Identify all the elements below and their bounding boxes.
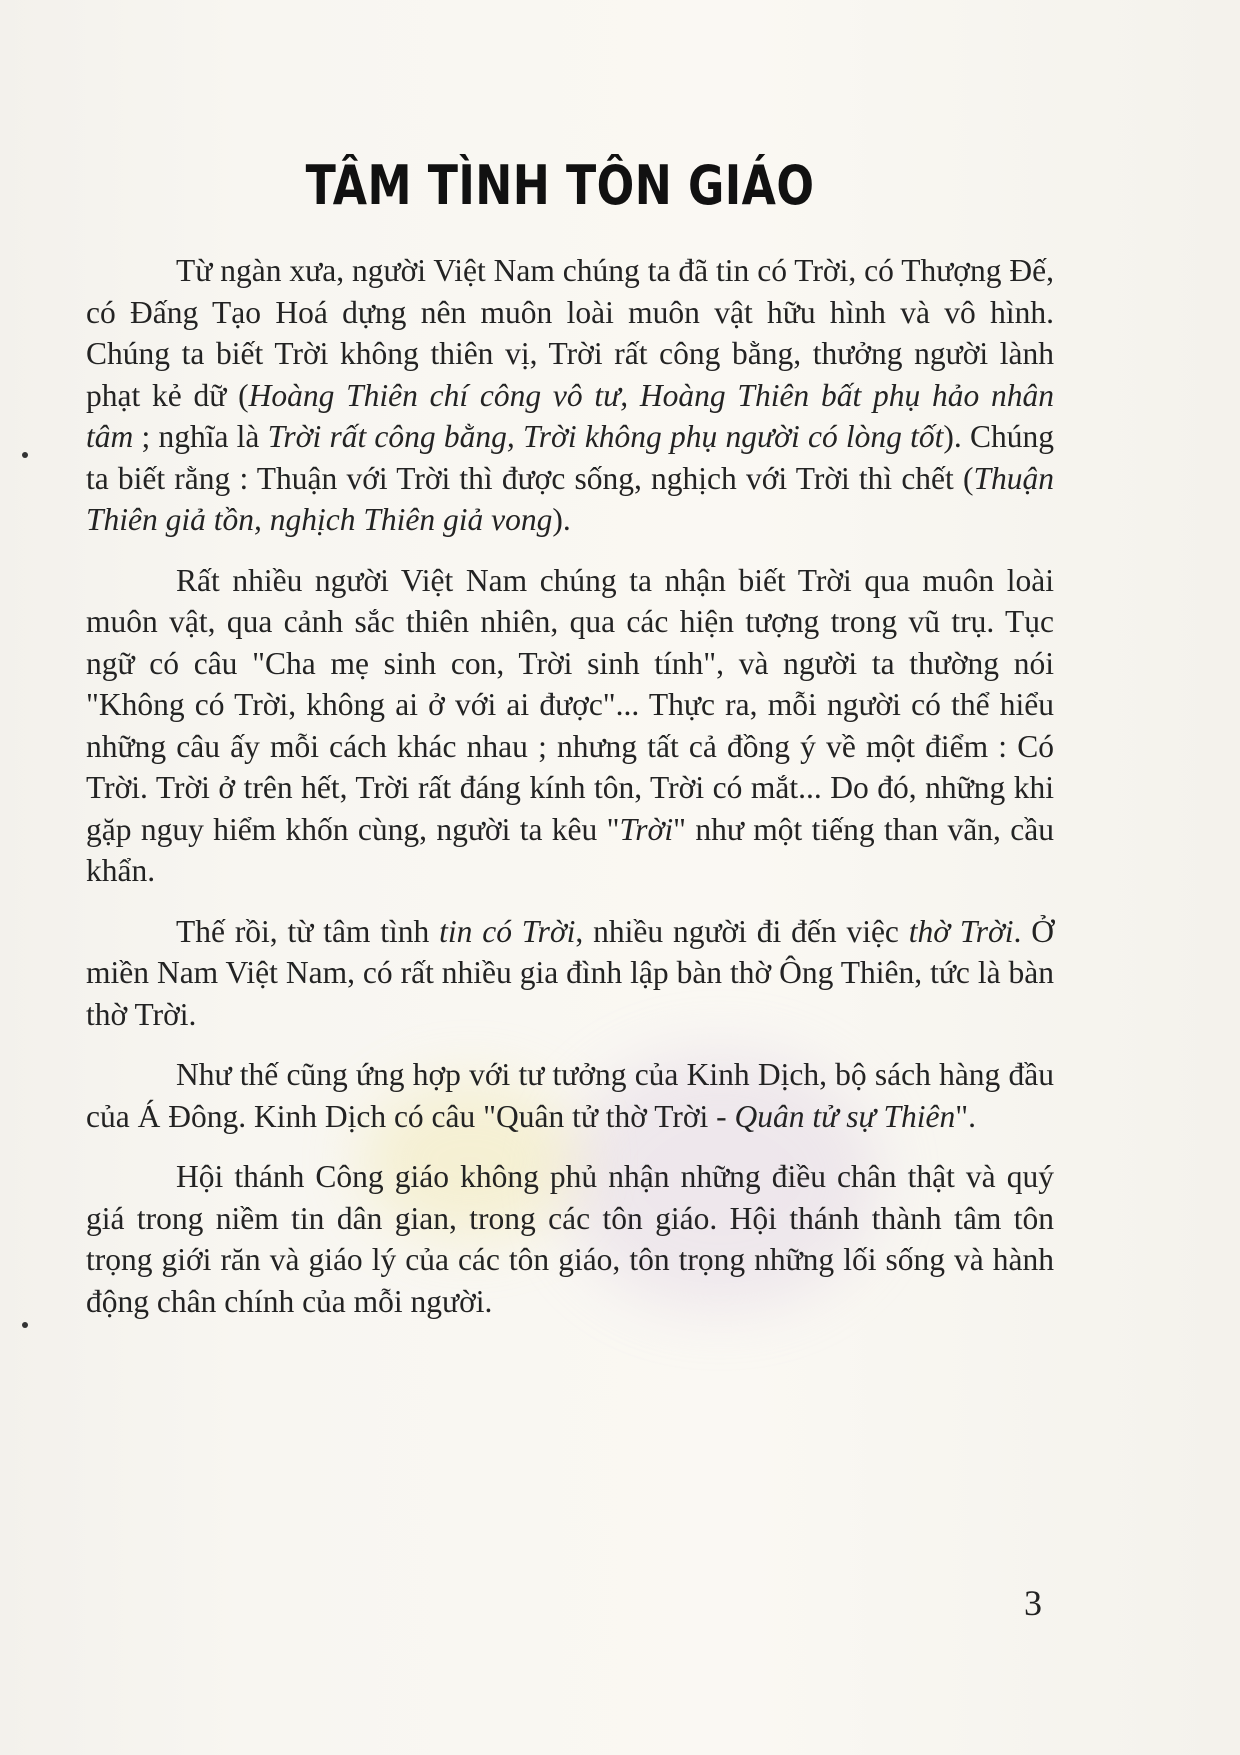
italic-phrase: tin có Trời [439,913,576,949]
paragraph [86,1054,1054,1137]
text-run: ; nghĩa là [133,419,268,454]
text-run: . Ở miền Nam Việt Nam, có rất nhiều gia đình lập bàn thờ Ông Thiên, tức là bàn thờ Trời. [86,913,1054,1032]
margin-mark [22,1322,28,1328]
margin-mark [22,452,28,458]
text-run: , nhiều người đi đến việc [575,913,909,949]
chapter-title: TÂM TÌNH TÔN GIÁO [305,154,815,218]
paragraph [86,560,1054,892]
text-run: ). [552,502,571,537]
text-run: " như một tiếng than vãn, cầu khẩn. [86,811,1054,888]
paragraph [86,911,1054,1036]
paragraph [86,250,1054,541]
text-run: Như thế cũng ứng hợp với tư tưởng của Kinh Dịch, bộ sách hàng đầu của Á Đông. Kinh Dịch có câu "Quân tử thờ Trời - [86,1057,1054,1134]
page-number: 3 [1024,1583,1042,1623]
text-run: Hội thánh Công giáo không phủ nhận những điều chân thật và quý giá trong niềm tin dân gian, trong các tôn giáo. Hội thánh thành tâm tôn trọng giới răn và giáo lý của các tôn giáo, tôn trọng những lối sống và hành động chân chính của mỗi người. [86,1159,1054,1319]
text-run: ". [955,1098,977,1134]
text-run: ). Chúng ta biết rằng : Thuận với Trời thì được sống, nghịch với Trời thì chết ( [86,419,1055,496]
paragraph [86,1156,1054,1322]
text-run: Thế rồi, từ tâm tình [176,913,440,949]
italic-phrase: Hoàng Thiên chí công vô tư, Hoàng Thiên bất phụ hảo nhân tâm [86,377,1054,454]
text-run: Rất nhiều người Việt Nam chúng ta nhận biết Trời qua muôn loài muôn vật, qua cảnh sắc thiên nhiên, qua các hiện tượng trong vũ trụ. Tục ngữ có câu "Cha mẹ sinh con, Trời sinh tính", và người ta thường nói "Không có Trời, không ai ở với ai được"... Thực ra, mỗi người có thể hiểu những câu ấy mỗi cách khác nhau ; nhưng tất cả đồng ý về một điểm : Có Trời. Trời ở trên hết, Trời rất đáng kính tôn, Trời có mắt... Do đó, những khi gặp nguy hiểm khốn cùng, người ta kêu " [86,562,1054,847]
italic-phrase: Thuận Thiên giả tồn, nghịch Thiên giả vong [86,460,1054,537]
text-run: Từ ngàn xưa, người Việt Nam chúng ta đã tin có Trời, có Thượng Đế, có Đấng Tạo Hoá dựng nên muôn loài muôn vật hữu hình và vô hình. Chúng ta biết Trời không thiên vị, Trời rất công bằng, thưởng người lành phạt kẻ dữ ( [86,253,1054,413]
italic-phrase: thờ Trời [908,913,1014,949]
body-text [86,250,1054,1341]
italic-phrase: Trời [619,811,674,847]
italic-phrase: Quân tử sự Thiên [734,1098,956,1134]
italic-phrase: Trời rất công bằng, Trời không phụ người có lòng tốt [267,419,944,454]
